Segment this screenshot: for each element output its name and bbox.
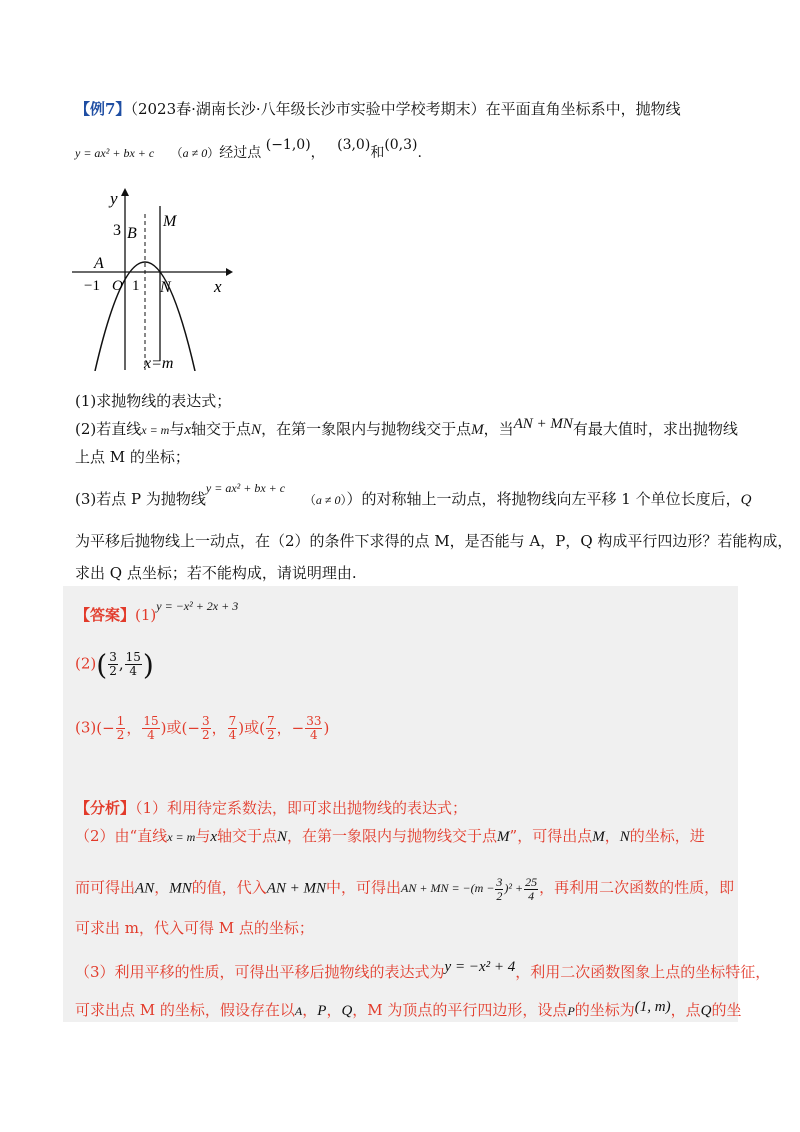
analysis-line-4: 可求出 m，代入可得 M 点的坐标； bbox=[75, 919, 314, 937]
analysis-3-text-3: 中，可得出 bbox=[326, 878, 402, 897]
and-text: 和 bbox=[370, 145, 385, 161]
condition-a: a ≠ 0 bbox=[182, 146, 208, 160]
analysis-6-text-5: 的坐 bbox=[711, 1001, 742, 1019]
question-2-line-2: 上点 M 的坐标； bbox=[75, 448, 190, 466]
tick-neg1: −1 bbox=[84, 278, 100, 294]
or-text: 或 bbox=[166, 718, 182, 737]
analysis-6-P: P bbox=[317, 1003, 327, 1019]
answer-3-x-num: 7 bbox=[266, 714, 275, 728]
point-A-label: A bbox=[94, 255, 104, 272]
analysis-6-P2: P bbox=[567, 1004, 575, 1018]
tick-1: 1 bbox=[132, 278, 140, 294]
answer-3-point: (− $\frac{1}{2}$ ， $\frac{15}{4}$ ) bbox=[96, 714, 167, 742]
analysis-2-text-2: 与 bbox=[195, 827, 211, 845]
analysis-line-2 bbox=[75, 825, 705, 846]
answer-line-2: (2)( $\frac{3}{2}$ , $\frac{15}{4}$ ) bbox=[75, 648, 154, 681]
answer-3-point: (− $\frac{3}{2}$ ， $\frac{7}{4}$ ) bbox=[181, 714, 245, 742]
point-3: (0,3) bbox=[384, 137, 418, 153]
or-text: 或 bbox=[244, 718, 260, 737]
analysis-3-sum: AN + MN bbox=[266, 880, 327, 897]
answer-3-y-num: 7 bbox=[228, 714, 237, 728]
analysis-3-text-1: 而可得出 bbox=[75, 878, 136, 897]
analysis-2-text-5: ”，可得出点 bbox=[509, 827, 593, 845]
analysis-6-text-4: ，点 bbox=[670, 1001, 701, 1019]
answer-3-points bbox=[96, 714, 330, 742]
analysis-3-text-4: ，再利用二次函数的性质，即 bbox=[539, 878, 735, 897]
analysis-2-text-1: （2）由“直线 bbox=[75, 827, 168, 845]
analysis-2-M2: M bbox=[592, 829, 605, 845]
y-axis-label: y bbox=[110, 189, 118, 208]
analysis-5-text-2: ，利用二次函数图象上点的坐标特征， bbox=[515, 963, 771, 981]
question-3-line-2: 为平移后抛物线上一动点，在（2）的条件下求得的点 M，是否能与 A，P，Q 构成平行四边形？若能构成， bbox=[75, 532, 793, 550]
answer-3-num: (3) bbox=[75, 718, 97, 737]
answer-1-num: (1) bbox=[135, 606, 157, 624]
problem-source: （2023春·湖南长沙·八年级长沙市实验中学校考期末）在平面直角坐标系中，抛物线 bbox=[130, 100, 681, 118]
q3-formula: y = ax² + bx + c bbox=[205, 481, 286, 495]
q2-line-eq: x = m bbox=[141, 423, 170, 437]
analysis-3-frac2-den: 4 bbox=[528, 889, 535, 903]
analysis-6-A: A bbox=[294, 1004, 303, 1018]
q2-text-2: 与 bbox=[169, 420, 185, 438]
q2-text-5: ，当 bbox=[483, 420, 514, 438]
analysis-3-expr-b: )² + bbox=[504, 881, 524, 896]
answer-1-formula: y = −x² + 2x + 3 bbox=[156, 599, 239, 613]
q2-text-4: ，在第一象限内与抛物线交于点 bbox=[261, 420, 472, 438]
analysis-text-1: （1）利用待定系数法，即可求出抛物线的表达式； bbox=[135, 799, 468, 817]
analysis-3-text-2: 的值，代入 bbox=[191, 878, 267, 897]
analysis-6-Q2: Q bbox=[700, 1003, 712, 1019]
analysis-3-frac-num: 3 bbox=[496, 875, 503, 889]
analysis-5-text-1: （3）利用平移的性质，可得出平移后抛物线的表达式为 bbox=[75, 963, 445, 981]
pass-through-text: 经过点 bbox=[219, 145, 262, 161]
line-x-eq-m-label: x=m bbox=[144, 355, 174, 371]
example-tag: 【例7】 bbox=[75, 100, 131, 118]
answer-line-1 bbox=[75, 599, 239, 625]
q3-Q: Q bbox=[740, 492, 752, 508]
q2-text-1: (2)若直线 bbox=[75, 420, 142, 438]
analysis-2-N2: N bbox=[619, 829, 630, 845]
answer-line-3 bbox=[75, 715, 329, 742]
analysis-2-eq: x = m bbox=[167, 830, 196, 844]
analysis-2-x: x bbox=[210, 829, 217, 845]
point-N-label: N bbox=[160, 279, 171, 296]
label-3: 3 bbox=[113, 222, 121, 239]
analysis-2-text-4: ，在第一象限内与抛物线交于点 bbox=[287, 827, 498, 845]
analysis-3-sep: ， bbox=[154, 878, 170, 897]
q3-text-1: (3)若点 P 为抛物线 bbox=[75, 490, 206, 508]
analysis-6-text-3: 的坐标为 bbox=[574, 1001, 635, 1019]
analysis-6-text-2: ，M 为顶点的平行四边形，设点 bbox=[352, 1001, 568, 1019]
answer-3-y-sign: − bbox=[291, 718, 305, 737]
answer-3-y-den: 4 bbox=[310, 728, 318, 742]
answer-2-x-den: 2 bbox=[109, 664, 117, 678]
answer-2-y-num: 15 bbox=[125, 650, 141, 664]
point-2: (3,0) bbox=[337, 137, 371, 153]
analysis-6-Q: Q bbox=[341, 1003, 353, 1019]
answer-3-x-den: 2 bbox=[116, 728, 125, 742]
analysis-2-text-6: ， bbox=[604, 827, 620, 845]
analysis-tag: 【分析】 bbox=[75, 799, 136, 817]
answer-3-x-den: 2 bbox=[266, 728, 275, 742]
answer-3-point: ( $\frac{7}{2}$ ，− $\frac{33}{4}$ ) bbox=[259, 714, 330, 742]
analysis-line-5 bbox=[75, 961, 770, 982]
analysis-3-frac2-num: 25 bbox=[525, 875, 538, 889]
analysis-2-N: N bbox=[277, 829, 288, 845]
analysis-2-text-7: 的坐标，进 bbox=[629, 827, 705, 845]
question-1: (1)求抛物线的表达式； bbox=[75, 392, 232, 410]
answer-3-x-sign: − bbox=[102, 718, 115, 737]
problem-line-1 bbox=[75, 98, 681, 119]
analysis-3-AN: AN bbox=[135, 880, 155, 897]
answer-2-x-num: 3 bbox=[109, 650, 117, 664]
analysis-3-expr-a: AN + MN = −(m − bbox=[401, 881, 495, 896]
question-2-line-1 bbox=[75, 418, 738, 439]
answer-tag: 【答案】 bbox=[75, 606, 136, 624]
q3-text-2: ）的对称轴上一动点，将抛物线向左平移 1 个单位长度后， bbox=[346, 490, 741, 508]
sep-1: ， bbox=[310, 145, 325, 161]
answer-3-y-den: 4 bbox=[228, 728, 237, 742]
q2-text-6: 有最大值时，求出抛物线 bbox=[572, 420, 738, 438]
answer-3-x-num: 3 bbox=[201, 714, 210, 728]
q3-cond: a ≠ 0 bbox=[315, 493, 341, 507]
answer-3-x-den: 2 bbox=[201, 728, 210, 742]
origin-label: O bbox=[112, 278, 123, 294]
point-M-label: M bbox=[163, 213, 177, 230]
analysis-5-formula: y = −x² + 4 bbox=[444, 959, 516, 975]
analysis-line-6: 可求出点 M 的坐标，假设存在以A，P，Q，M 为顶点的平行四边形，设点P的坐标为(1, m)，点Q的坐 bbox=[75, 999, 742, 1019]
q2-text-3: 轴交于点 bbox=[191, 420, 252, 438]
x-axis-label: x bbox=[214, 277, 222, 296]
question-3-line-3: 求出 Q 点坐标；若不能构成，请说明理由. bbox=[75, 564, 357, 582]
answer-2-y-den: 4 bbox=[129, 664, 138, 678]
q2-M: M bbox=[471, 422, 484, 438]
point-1: (−1,0) bbox=[265, 137, 311, 153]
y-axis-arrow bbox=[121, 188, 129, 196]
answer-3-y-num: 33 bbox=[306, 714, 322, 728]
answer-2-num: (2) bbox=[75, 654, 97, 673]
end-dot: . bbox=[417, 145, 422, 161]
analysis-2-text-3: 轴交于点 bbox=[217, 827, 278, 845]
analysis-6-coord: (1, m) bbox=[634, 999, 671, 1015]
q2-N: N bbox=[251, 422, 262, 438]
analysis-3-frac-den: 2 bbox=[496, 889, 503, 903]
q2-sum-expr: AN + MN bbox=[513, 416, 573, 432]
problem-line-2: y = ax² + bx + c （a ≠ 0）经过点 (−1,0)， (3,0)和(0,3). bbox=[75, 137, 422, 161]
answer-3-y-den: 4 bbox=[147, 728, 155, 742]
q2-x: x bbox=[184, 422, 192, 438]
parabola-graph bbox=[68, 186, 233, 371]
answer-3-x-sign: − bbox=[187, 718, 200, 737]
x-axis-arrow bbox=[226, 268, 233, 276]
analysis-line-1 bbox=[75, 797, 467, 818]
analysis-3-MN: MN bbox=[169, 880, 192, 897]
answer-3-x-num: 1 bbox=[116, 714, 125, 728]
analysis-2-M: M bbox=[497, 829, 510, 845]
analysis-6-text-1: 可求出点 M 的坐标，假设存在以 bbox=[75, 1001, 295, 1019]
parabola-formula: y = ax² + bx + c bbox=[75, 146, 155, 160]
analysis-line-3 bbox=[75, 876, 734, 903]
question-3-line-1: (3)若点 P 为抛物线$^{y = ax^2 + bx + c}$ （a ≠ 0））的对称轴上一动点，将抛物线向左平移 1 个单位长度后，Q bbox=[75, 481, 752, 508]
point-B-label: B bbox=[127, 225, 137, 242]
answer-3-y-num: 15 bbox=[143, 714, 159, 728]
